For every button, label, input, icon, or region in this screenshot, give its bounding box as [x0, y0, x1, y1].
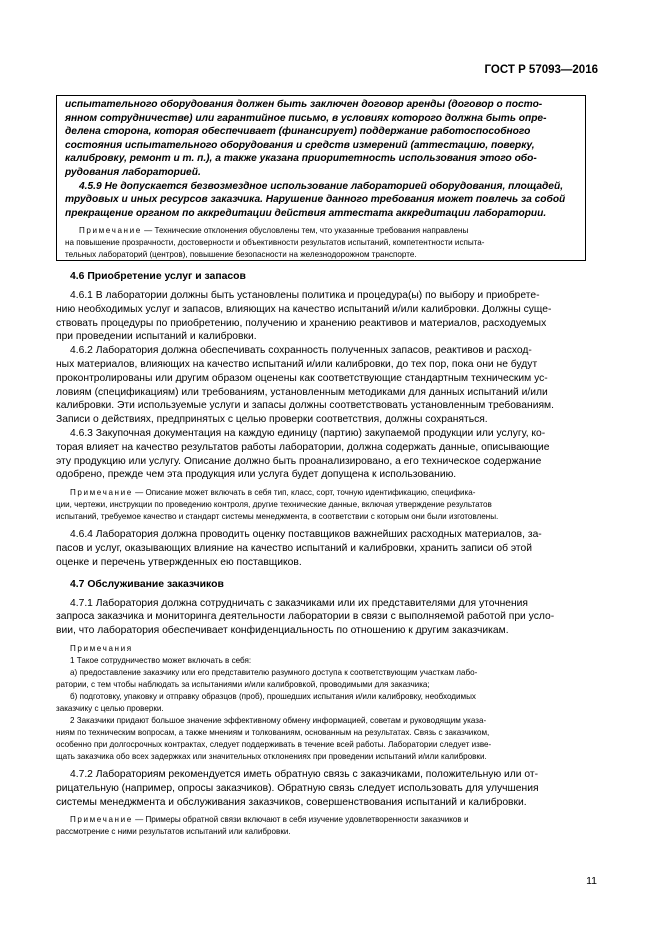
note-label: Примечание	[70, 488, 133, 498]
text-line: тельных лабораторий (центров), повышение безопасности на железнодорожном транспорте.	[65, 250, 417, 260]
text-line: испытаний, требуемое качество и стандарт системы менеджмента, в соответствии с которым они были изготовлены.	[56, 512, 499, 522]
clause-4-5-9	[65, 180, 577, 221]
text-line: трудовых и иных ресурсов заказчика. Нарушение данного требования может повлечь за собой	[65, 194, 566, 206]
technical-deviation-box	[56, 95, 586, 261]
text-line: янном сотрудничестве) или гарантийное письмо, в условиях которого должна быть опре-	[65, 112, 547, 124]
text-line: 4.6.1 В лаборатории должны быть установлены политика и процедура(ы) по выбору и приобрете-	[70, 290, 540, 301]
section-heading-4-6: 4.6 Приобретение услуг и запасов	[70, 271, 246, 282]
text-line: Записи о действиях, предпринятых с целью проверки соответствия, должны сохраняться.	[56, 414, 488, 426]
main-content	[56, 270, 586, 838]
text-line: эту продукцию или услугу. Описание должно быть проанализировано, а его техническое содержание	[56, 455, 542, 467]
text-line	[56, 814, 586, 826]
text-line: щать заказчика обо всех задержках или значительных отклонениях при проведении испытаний и/или калибровки.	[56, 751, 487, 761]
text-line: рудования лабораторией.	[65, 166, 201, 178]
text-line: испытательного оборудования должен быть заключен договор аренды (договор о посто-	[65, 99, 543, 110]
note-text: — Описание может включать в себя тип, класс, сорт, точную идентификацию, специфика-	[135, 488, 476, 498]
text-line: 4.6.3 Закупочная документация на каждую единицу (партию) закупаемой продукции или услугу, ко-	[70, 427, 546, 439]
clause-4-6-4	[56, 528, 586, 569]
note-label: Примечание	[70, 815, 133, 825]
text-line: особенно при долгосрочных контрактах, следует поддерживать в течение всей работы. Лаборатории следует изве-	[56, 739, 492, 749]
text-line: 4.6.4 Лаборатория должна проводить оценку поставщиков важнейших расходных материалов, за-	[70, 529, 542, 541]
text-line: системы менеджмента и обслуживания заказчиков, совершенствования испытаний и калибровки.	[56, 796, 527, 808]
text-line: состояния испытательного оборудования и средств измерений (аттестацию, поверку,	[65, 139, 535, 151]
note-label: Примечания	[70, 643, 133, 653]
text-line: пасов и услуг, оказывающих влияние на качество испытаний и калибровки, хранить записи об этой	[56, 542, 533, 554]
text-line: 4.7.2 Лабораториям рекомендуется иметь обратную связь с заказчиками, положительную или от-	[70, 768, 539, 780]
clause-4-7-1	[56, 597, 586, 638]
text-line: ратории, с тем чтобы наблюдать за испытаниями и/или калибровкой, проводимыми для заказчика;	[56, 679, 430, 689]
note-4-6-3	[56, 487, 586, 523]
text-line: 4.5.9 Не допускается безвозмездное использование лабораторией оборудования, площадей,	[79, 180, 564, 192]
page-number: 11	[586, 875, 597, 887]
text-line: прекращение органом по аккредитации действия аттестата аккредитации лаборатории.	[65, 207, 547, 219]
continued-requirement	[65, 98, 577, 180]
notes-label	[56, 643, 586, 655]
text-line: одобрено, прежде чем эта продукция или услуга будет допущена к использованию.	[56, 469, 457, 481]
text-line: проконтролированы или другим образом оценены как соответствующие стандартным техническим ус-	[56, 372, 548, 384]
text-line: рассмотрение с ними результатов испытаний или калибровки.	[56, 827, 291, 837]
text-line: 2 Заказчики придают большое значение эффективному обмену информацией, советам и руководящим указа-	[70, 715, 487, 725]
text-line: а) предоставление заказчику или его представителю разумного доступа к соответствующим участкам лабо-	[70, 667, 478, 677]
text-line: оценке и перечень утвержденных ею поставщиков.	[56, 556, 302, 568]
text-line: ствовать процедуры по приобретению, получению и хранению реактивов и материалов, расходуемых	[56, 317, 547, 329]
text-line: при проведении испытаний и калибровки.	[56, 331, 257, 343]
section-heading-4-7: 4.7 Обслуживание заказчиков	[70, 578, 224, 590]
text-line: запроса заказчика и мониторинга деятельности лаборатории в связи с выполняемой работой при усло-	[56, 611, 555, 623]
notes-4-7-1	[56, 643, 586, 763]
text-line: б) подготовку, упаковку и отправку образцов (проб), прошедших испытания и/или калибровку, необходимых	[70, 691, 476, 701]
clause-4-6-2	[56, 344, 586, 427]
document-header-id: ГОСТ Р 57093—2016	[484, 64, 598, 76]
text-line: ных материалов, влияющих на качество испытаний и/или калибровки, до тех пор, пока они не будут	[56, 358, 538, 370]
text-line: 4.6.2 Лаборатория должна обеспечивать сохранность полученных запасов, реактивов и расход-	[70, 345, 532, 357]
text-line: ции, чертежи, инструкции по проведению контроля, другие технические данные, включая утверждение результатов	[56, 500, 492, 510]
text-line: 1 Такое сотрудничество может включать в себя:	[70, 655, 252, 665]
text-line	[56, 487, 586, 499]
clause-4-7-2	[56, 768, 586, 809]
text-line: ниям по техническим вопросам, а также мнениям и толкованиям, основанным на результатах. Связь с заказчиком,	[56, 727, 490, 737]
note-text: — Примеры обратной связи включают в себя изучение удовлетворенности заказчиков и	[135, 815, 469, 825]
text-line	[65, 225, 577, 237]
note-label: Примечание	[79, 226, 142, 236]
text-line: калибровки. Эти используемые услуги и запасы должны соответствовать установленным требованиям.	[56, 400, 554, 412]
box-note	[65, 225, 577, 261]
text-line: калибровку, ремонт и т. п.), а также указана приоритетность использования этого обо-	[65, 153, 537, 165]
text-line: ловиям (спецификациям) или требованиям, установленным методиками для данных испытаний и/или	[56, 386, 548, 398]
text-line: на повышение прозрачности, достоверности и объективности результатов испытаний, компетентности испыта-	[65, 238, 485, 248]
text-line: делена сторона, которая обеспечивает (финансирует) поддержание работоспособного	[65, 126, 531, 138]
note-4-7-2	[56, 814, 586, 838]
text-line: торая влияет на качество результатов работы лаборатории, должна содержать данные, описывающие	[56, 441, 550, 453]
text-line: вии, что лаборатория обеспечивает конфиденциальность по отношению к другим заказчикам.	[56, 625, 509, 637]
text-line: нию необходимых услуг и запасов, влияющих на качество испытаний и/или калибровки. Должны суще-	[56, 303, 552, 315]
text-line: заказчику с целью проверки.	[56, 703, 164, 713]
clause-4-6-1	[56, 289, 586, 344]
text-line: 4.7.1 Лаборатория должна сотрудничать с заказчиками или их представителями для уточнения	[70, 597, 529, 609]
clause-4-6-3	[56, 427, 586, 482]
text-line: рицательную (например, опросы заказчиков). Обратную связь следует использовать для улучшения	[56, 782, 539, 794]
note-text: — Технические отклонения обусловлены тем, что указанные требования направлены	[144, 226, 469, 236]
